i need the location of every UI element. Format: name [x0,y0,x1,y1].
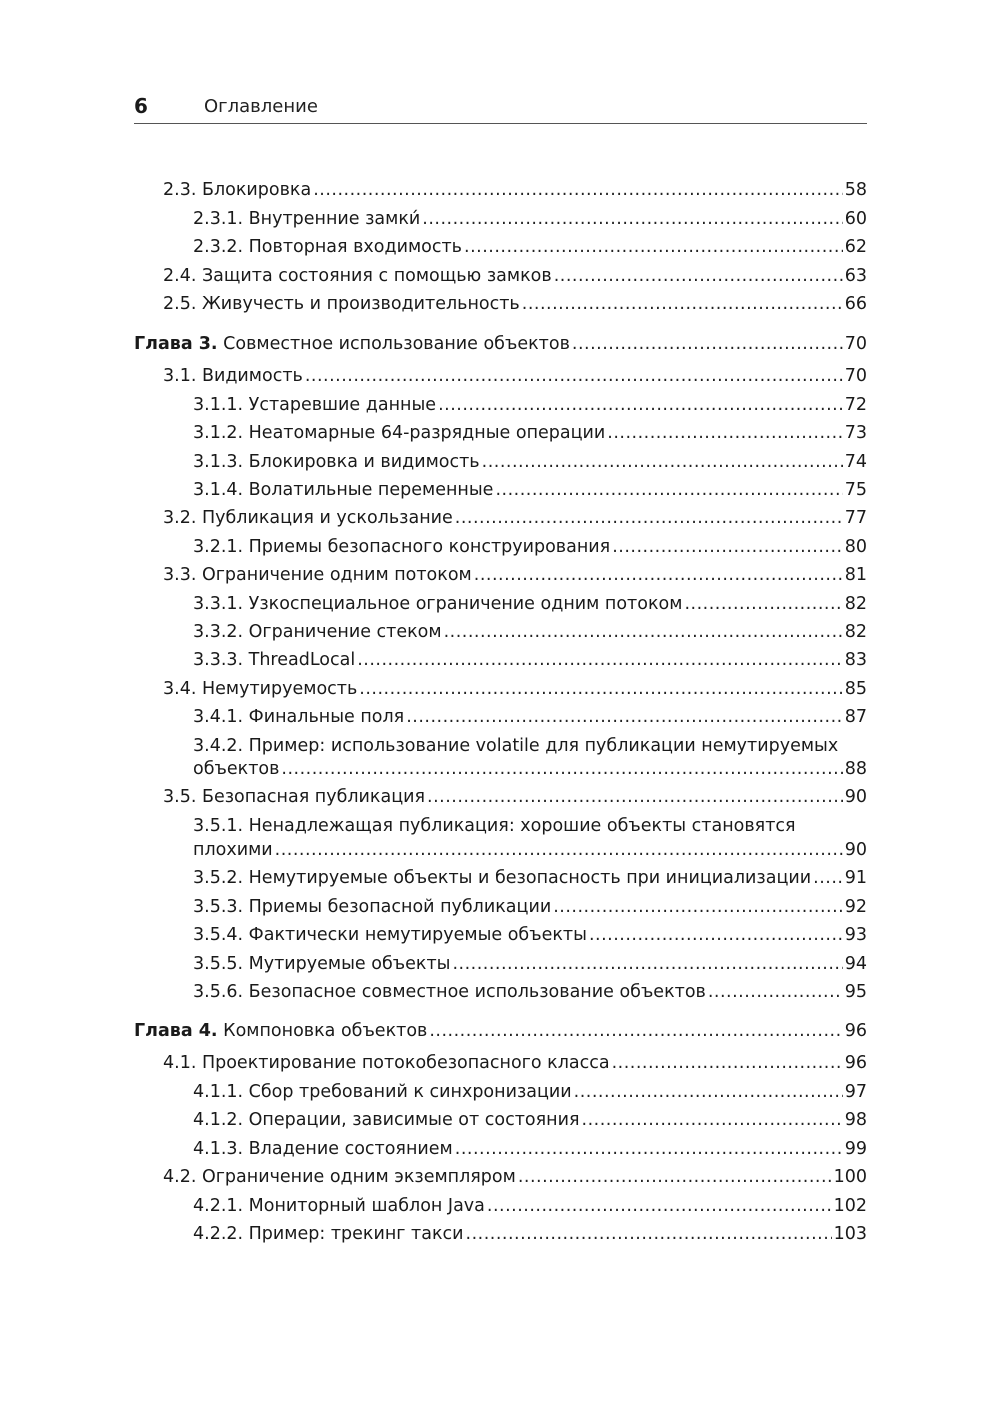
toc-entry-page: 97 [844,1082,867,1102]
toc-entry-title: 4.1.1. Сбор требований к синхронизации [193,1082,572,1102]
toc-entry[interactable] [193,895,867,919]
toc-entry[interactable] [193,866,867,890]
toc-entry[interactable] [163,364,867,388]
toc-entry-title: 3.2. Публикация и ускользание [163,508,453,528]
toc-entry-page: 81 [844,565,867,585]
toc-entry[interactable] [193,620,867,644]
dot-leader [464,235,843,259]
toc-entry[interactable] [193,478,867,502]
toc-entry-title: 4.1.2. Операции, зависимые от состояния [193,1110,580,1130]
toc-entry-title: 3.5.2. Немутируемые объекты и безопасность при инициализации [193,868,812,888]
toc-entry-title: 3.5. Безопасная публикация [163,787,426,807]
toc-entry-page: 96 [844,1053,867,1073]
toc-entry[interactable] [193,1108,867,1132]
toc-entry-page: 91 [844,868,867,888]
toc-entry-page: 73 [844,423,867,443]
dot-leader [427,785,843,809]
dot-leader [281,757,842,781]
toc-entry-page: 58 [844,180,867,200]
dot-leader [612,535,843,559]
chapter-number: Глава 3. [134,334,218,354]
toc-entry[interactable] [193,757,867,781]
toc-entry[interactable] [163,677,867,701]
dot-leader [582,1108,843,1132]
toc-entry[interactable] [193,592,867,616]
dot-leader [444,620,843,644]
toc-entry-page: 102 [833,1196,867,1216]
dot-leader [813,866,843,890]
dot-leader [554,264,843,288]
page-number: 6 [134,94,148,118]
toc-entry-page: 99 [844,1139,867,1159]
toc-entry[interactable] [163,563,867,587]
dot-leader [305,364,843,388]
toc-entry-title: 3.1. Видимость [163,366,303,386]
toc-entry-title: 3.1.4. Волатильные переменные [193,480,494,500]
dot-leader [466,1222,832,1246]
toc-entry-title: 2.3.1. Внутренние замки́ [193,209,421,229]
toc-entry-page: 88 [844,759,867,779]
dot-leader [313,178,842,202]
toc-entry[interactable] [163,264,867,288]
dot-leader [684,592,842,616]
toc-entry-page: 98 [844,1110,867,1130]
toc-entry[interactable] [193,535,867,559]
toc-entry[interactable] [193,838,867,862]
toc-entry-page: 74 [844,452,867,472]
dot-leader [495,478,842,502]
dot-leader [359,677,842,701]
toc-entry-title: объектов [193,759,280,779]
toc-entry-page: 87 [844,707,867,727]
toc-entry-page: 70 [844,334,867,354]
dot-leader [553,895,843,919]
dot-leader [574,1080,843,1104]
toc-entry[interactable] [193,980,867,1004]
toc-entry-title: 2.4. Защита состояния с помощью замков [163,266,552,286]
toc-entry-page: 94 [844,954,867,974]
toc-entry[interactable] [163,178,867,202]
toc-entry[interactable] [193,1080,867,1104]
toc-entry-title: 3.3. Ограничение одним потоком [163,565,472,585]
toc-entry-page: 90 [844,840,867,860]
dot-leader [422,207,842,231]
toc-entry[interactable] [163,292,867,316]
toc-entry-title: 2.3.2. Повторная входимость [193,237,462,257]
toc-chapter-entry[interactable] [134,332,867,356]
dot-leader [438,393,843,417]
dot-leader [474,563,843,587]
toc-entry[interactable] [193,705,867,729]
toc-entry-page: 93 [844,925,867,945]
toc-entry[interactable] [193,648,867,672]
toc-entry[interactable] [193,1222,867,1246]
toc-entry-title: Совместное использование объектов [217,334,570,354]
toc-entry[interactable] [193,207,867,231]
toc-entry[interactable] [163,506,867,530]
toc-entry-title: 4.2.2. Пример: трекинг такси [193,1224,464,1244]
toc-entry-page: 60 [844,209,867,229]
chapter-number: Глава 4. [134,1021,218,1041]
toc-entry[interactable] [193,421,867,445]
toc-entry-page: 100 [833,1167,867,1187]
toc-entry-title: 4.2.1. Мониторный шаблон Java [193,1196,485,1216]
toc-entry-title: 2.3. Блокировка [163,180,312,200]
dot-leader [518,1165,832,1189]
toc-entry-page: 70 [844,366,867,386]
toc-entry[interactable] [193,450,867,474]
dot-leader [612,1051,843,1075]
toc-entry-page: 82 [844,622,867,642]
toc-entry-page: 83 [844,650,867,670]
toc-entry-page: 75 [844,480,867,500]
dot-leader [487,1194,832,1218]
toc-entry-title: 3.1.3. Блокировка и видимость [193,452,480,472]
toc-entry-page: 77 [844,508,867,528]
toc-entry[interactable] [193,1194,867,1218]
toc-entry-title: 4.1. Проектирование потокобезопасного класса [163,1053,610,1073]
dot-leader [452,952,842,976]
toc-entry[interactable] [193,235,867,259]
toc-entry-title: 3.4. Немутируемость [163,679,358,699]
toc-entry-title: 3.2.1. Приемы безопасного конструирования [193,537,611,557]
toc-entry-title: 3.3.2. Ограничение стеком [193,622,442,642]
toc-entry-title: 3.4.1. Финальные поля [193,707,405,727]
toc-entry-first-line[interactable]: 3.4.2. Пример: использование volatile для публикации немутируемых [193,736,839,756]
dot-leader [406,705,843,729]
toc-entry-title: плохими [193,840,273,860]
toc-entry-title: 3.1.1. Устаревшие данные [193,395,437,415]
toc-entry[interactable] [193,923,867,947]
running-title: Оглавление [204,96,318,117]
toc-entry-page: 63 [844,266,867,286]
toc-entry-title: Компоновка объектов [217,1021,428,1041]
dot-leader [357,648,843,672]
toc-entry-first-line[interactable]: 3.5.1. Ненадлежащая публикация: хорошие объекты становятся [193,816,796,836]
toc-chapter-entry[interactable] [134,1019,867,1043]
toc-entry-page: 90 [844,787,867,807]
toc-entry-title: 3.5.3. Приемы безопасной публикации [193,897,552,917]
toc-entry[interactable] [163,1165,867,1189]
dot-leader [455,1137,843,1161]
toc-entry[interactable] [193,393,867,417]
toc-entry-page: 66 [844,294,867,314]
toc-entry-page: 92 [844,897,867,917]
toc-entry-title: 3.5.4. Фактически немутируемые объекты [193,925,587,945]
toc-entry-page: 82 [844,594,867,614]
toc-entry-title: 3.5.6. Безопасное совместное использование объектов [193,982,706,1002]
dot-leader [429,1019,842,1043]
toc-entry-page: 80 [844,537,867,557]
toc-entry-page: 103 [833,1224,867,1244]
toc-entry[interactable] [163,1051,867,1075]
dot-leader [708,980,843,1004]
dot-leader [572,332,843,356]
dot-leader [482,450,843,474]
dot-leader [607,421,842,445]
dot-leader [522,292,843,316]
toc-entry[interactable] [193,1137,867,1161]
toc-entry-title: 3.3.3. ThreadLocal [193,650,356,670]
toc-entry-page: 96 [844,1021,867,1041]
toc-entry-title: 3.5.5. Мутируемые объекты [193,954,451,974]
toc-entry-title: 4.2. Ограничение одним экземпляром [163,1167,516,1187]
toc-entry-title: 4.1.3. Владение состоянием [193,1139,453,1159]
dot-leader [589,923,843,947]
toc-entry[interactable] [163,785,867,809]
toc-entry-page: 85 [844,679,867,699]
toc-entry-page: 62 [844,237,867,257]
toc-entry-title: 2.5. Живучесть и производительность [163,294,520,314]
toc-entry[interactable] [193,952,867,976]
toc-entry-page: 72 [844,395,867,415]
dot-leader [275,838,843,862]
toc-entry-title: 3.3.1. Узкоспециальное ограничение одним потоком [193,594,683,614]
toc-entry-title: 3.1.2. Неатомарные 64-разрядные операции [193,423,606,443]
dot-leader [455,506,843,530]
toc-entry-page: 95 [844,982,867,1002]
